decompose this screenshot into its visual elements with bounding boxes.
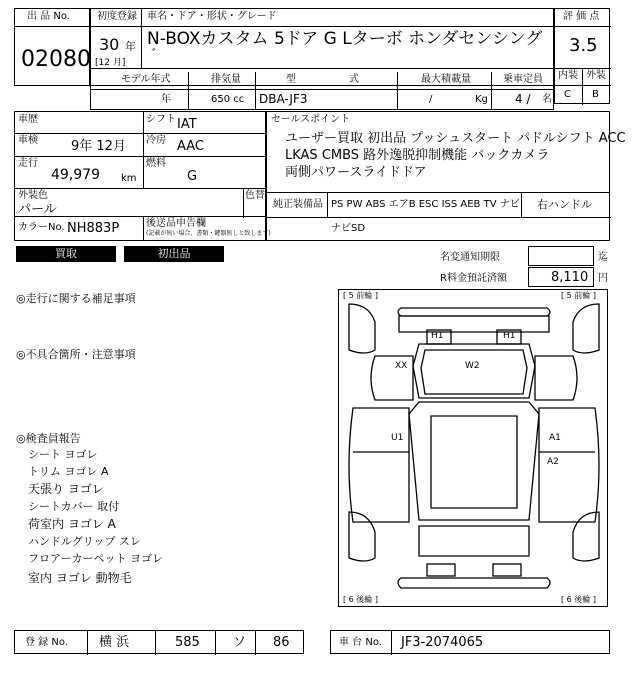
shift-label: シフト — [146, 114, 176, 125]
type-label: 型 — [286, 74, 296, 85]
aftermarket-label: 後送品申告欄 — [146, 218, 206, 229]
inspector-line-2: トリム ヨゴレ A — [28, 465, 109, 478]
car-diagram — [338, 289, 608, 607]
front-left-wheel-label: [ 5 前輪 ] — [343, 291, 378, 300]
equipment-value: PS PW ABS エアB ESC ISS AEB TV ナビ — [331, 199, 520, 210]
color-no-value: NH883P — [67, 221, 120, 236]
inspector-line-7: フロアーカーペット ヨゴレ — [28, 552, 163, 565]
inspector-line-8: 室内 ヨゴレ 動物毛 — [28, 571, 132, 585]
sales-box — [266, 111, 626, 193]
mileage-unit: km — [121, 173, 137, 184]
details-box — [14, 111, 266, 217]
rear-left-wheel-label: [ 6 後輪 ] — [343, 595, 378, 604]
recycle-label: R料金預託済額 — [440, 273, 507, 284]
fuel-label: 燃料 — [146, 158, 166, 169]
load-label: 最大積載量 — [421, 74, 471, 85]
driving-notes-label: ◎走行に関する補足事項 — [16, 292, 136, 305]
right-side-upper-mark: A1 — [549, 433, 561, 443]
name-change-label: 名変通知期限 — [440, 252, 500, 263]
spec-row — [90, 72, 554, 110]
exterior-label: 外装 — [586, 70, 606, 81]
color-row — [14, 217, 271, 241]
displacement-label: 排気量 — [211, 74, 241, 85]
car-name-label: 車名・ドア・形状・グレード — [147, 11, 277, 22]
interior-label: 内装 — [558, 70, 578, 81]
registration-label: 登 録 No. — [25, 637, 68, 648]
ac-label: 冷房 — [146, 135, 166, 146]
car-name: N-BOXカスタム 5ドア G Lターボ ホンダセンシング — [147, 29, 543, 49]
lot-number: 02080 — [21, 47, 91, 72]
name-change-unit: 迄 — [598, 252, 608, 263]
recycle-unit: 円 — [598, 273, 608, 284]
model-year-unit: 年 — [161, 94, 171, 105]
interior-grade: C — [564, 89, 571, 100]
model-year-label: モデル年式 — [121, 74, 171, 85]
inspector-line-4: シートカバー 取付 — [28, 500, 120, 513]
left-side-mark: U1 — [391, 433, 404, 443]
load-slash: / — [429, 94, 433, 105]
first-reg-year-unit: 年 — [125, 40, 136, 53]
ext-color-value: パール — [18, 202, 57, 217]
front-left-mark: XX — [395, 361, 408, 371]
first-reg-year: 30 — [99, 35, 120, 54]
chassis-row — [330, 630, 610, 654]
fuel-value: G — [187, 169, 198, 184]
mileage-value: 49,979 — [51, 167, 100, 183]
inspector-line-1: シート ヨゴレ — [28, 448, 98, 461]
sales-line-1: ユーザー買取 初出品 プッシュスタート パドルシフト ACC — [285, 131, 626, 146]
type-label-2: 式 — [349, 74, 359, 85]
tag-first-listing: 初出品 — [124, 246, 224, 262]
right-side-lower-mark: A2 — [547, 457, 559, 467]
registration-class: 585 — [175, 635, 200, 650]
type-value: DBA-JF3 — [259, 92, 308, 106]
shift-value: IAT — [177, 117, 197, 132]
handle-value: 右ハンドル — [537, 198, 592, 211]
rear-right-wheel-label: [ 6 後輪 ] — [561, 595, 596, 604]
exterior-grade: B — [592, 89, 599, 100]
inspector-label: ◎検査員報告 — [16, 432, 81, 445]
registration-kana: ソ — [233, 635, 247, 650]
headlight-right-mark: H1 — [503, 331, 516, 341]
defect-notes-label: ◎不具合箇所・注意事項 — [16, 348, 136, 361]
recycle-box — [528, 267, 594, 287]
recycle-value: 8,110 — [551, 270, 589, 285]
color-no-label: カラーNo. — [18, 222, 65, 233]
load-unit: Kg — [475, 94, 488, 105]
registration-row — [14, 630, 304, 654]
front-right-wheel-label: [ 5 前輪 ] — [561, 291, 596, 300]
mileage-label: 走行 — [18, 158, 38, 169]
lot-box — [14, 8, 90, 86]
inspector-line-3: 天張り ヨゴレ — [28, 482, 104, 496]
windshield-mark: W2 — [465, 361, 480, 371]
inspection-value: 9年 12月 — [71, 139, 126, 154]
registration-city: 横 浜 — [99, 635, 130, 650]
displacement-value: 650 cc — [211, 94, 245, 105]
capacity-label: 乗車定員 — [503, 74, 543, 85]
equipment-box — [266, 193, 610, 241]
first-reg-label: 初度登録 — [97, 11, 137, 22]
inspector-line-5: 荷室内 ヨゴレ A — [28, 517, 116, 531]
registration-number: 86 — [273, 635, 290, 650]
sales-line-3: 両側パワースライドドア — [285, 165, 427, 180]
inspection-label: 車検 — [18, 135, 38, 146]
capacity-value: 4 / — [515, 92, 531, 106]
chassis-label: 車 台 No. — [339, 637, 382, 648]
other-equipment: ナビSD — [331, 223, 366, 234]
history-label: 車歴 — [18, 114, 38, 125]
name-change-box — [528, 246, 594, 266]
sales-line-2: LKAS CMBS 路外逸脱抑制機能 バックカメラ — [285, 148, 550, 163]
car-name-cont: ゛ — [151, 48, 165, 64]
ext-color-label: 外装色 — [18, 190, 48, 201]
score-value: 3.5 — [569, 35, 598, 56]
car-outline-svg — [339, 290, 609, 608]
tag-purchase: 買取 — [16, 246, 116, 262]
ac-value: AAC — [177, 139, 204, 154]
aftermarket-note: (記載が無い場合、書類・鍵器無しと致します) — [146, 230, 271, 237]
capacity-unit: 名 — [542, 94, 552, 105]
sales-point-label: セールスポイント — [271, 114, 351, 125]
inspector-line-6: ハンドルグリップ スレ — [28, 535, 141, 548]
lot-label: 出 品 No. — [27, 11, 70, 22]
color-change-label: 色替 — [245, 190, 265, 201]
chassis-value: JF3-2074065 — [401, 635, 484, 650]
first-reg-month: [12 月] — [95, 58, 126, 68]
score-label: 評 価 点 — [563, 11, 600, 22]
equipment-label: 純正装備品 — [273, 199, 323, 210]
headlight-left-mark: H1 — [431, 331, 444, 341]
score-box — [554, 8, 610, 104]
